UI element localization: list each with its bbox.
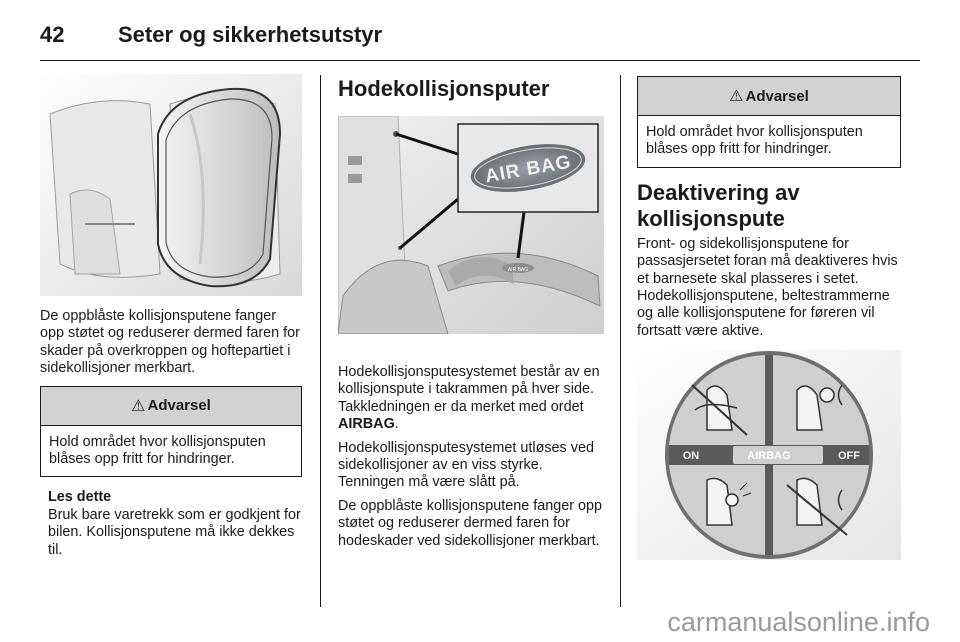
watermark: carmanualsonline.info: [667, 607, 930, 637]
switch-off-label: OFF: [838, 450, 860, 463]
body-paragraph-1: Hodekollisjonsputesystemet består av en kollisjonspute i takrammen på hver side. Takkledningen er da merket med ordet AIRBAG.: [338, 364, 600, 433]
note-text: Bruk bare varetrekk som er godkjent for bilen. Kollisjonsputene må ikke dekkes til.: [48, 506, 301, 558]
warning-box: [637, 76, 901, 168]
airbag-word: AIRBAG: [338, 416, 395, 433]
body-paragraph-2: Hodekollisjonsputesystemet utløses ved sidekollisjoner av en viss styrke. Tenningen må være slått på.: [338, 439, 594, 491]
warning-header: [638, 77, 900, 116]
switch-airbag-label: AIRBAG: [747, 450, 791, 463]
section-heading: Deaktivering av kollisjonspute: [637, 179, 800, 231]
body-paragraph-3: De oppblåste kollisjonsputene fanger opp støtet og reduserer dermed faren for hodeskader ved sidekollisjoner merkbart.: [338, 497, 603, 549]
section-heading: Hodekollisjonsputer: [338, 76, 550, 101]
warning-header: [41, 387, 301, 426]
column-2: [338, 70, 604, 556]
note: [48, 489, 302, 559]
column-divider-1: [320, 75, 321, 607]
small-airbag-label: AIR BAG: [507, 267, 529, 273]
page-number: 42: [40, 22, 65, 47]
warning-title: Advarsel: [147, 397, 211, 415]
airbag-badge-label: AIR BAG: [483, 151, 574, 188]
header-rule: [40, 60, 920, 61]
column-1: [40, 70, 302, 565]
warning-text: Hold området hvor kollisjonsputen blåses opp fritt for hindringer.: [49, 433, 266, 468]
warning-text: Hold området hvor kollisjonsputen blåses opp fritt for hindringer.: [646, 124, 863, 158]
warning-triangle-icon: ⚠: [729, 88, 744, 105]
seat-airbag-illustration: [40, 74, 302, 296]
airbag-switch-illustration: [637, 350, 901, 560]
page-title: Seter og sikkerhetsutstyr: [118, 22, 383, 47]
warning-title: Advarsel: [745, 87, 809, 105]
warning-triangle-icon: ⚠: [131, 397, 146, 415]
column-divider-2: [620, 75, 621, 607]
page-header: [40, 14, 920, 54]
body-paragraph: Front- og sidekollisjonsputene for passasjersetet foran må deaktiveres hvis et barnesete skal plasseres i setet. Hodekollisjonsputene, beltestrammerne og alle kollisjonsputene for føreren vil fortsatt være aktive.: [637, 235, 898, 339]
switch-on-label: ON: [682, 450, 700, 463]
column-3: [637, 70, 901, 560]
note-label: Les dette: [48, 489, 112, 506]
body-paragraph: De oppblåste kollisjonsputene fanger opp støtet og reduserer dermed faren for skader på overkroppen og hoftepartiet i sidekollisjoner merkbart.: [40, 308, 300, 377]
warning-box: [40, 386, 302, 478]
head-airbag-illustration: [338, 116, 604, 334]
